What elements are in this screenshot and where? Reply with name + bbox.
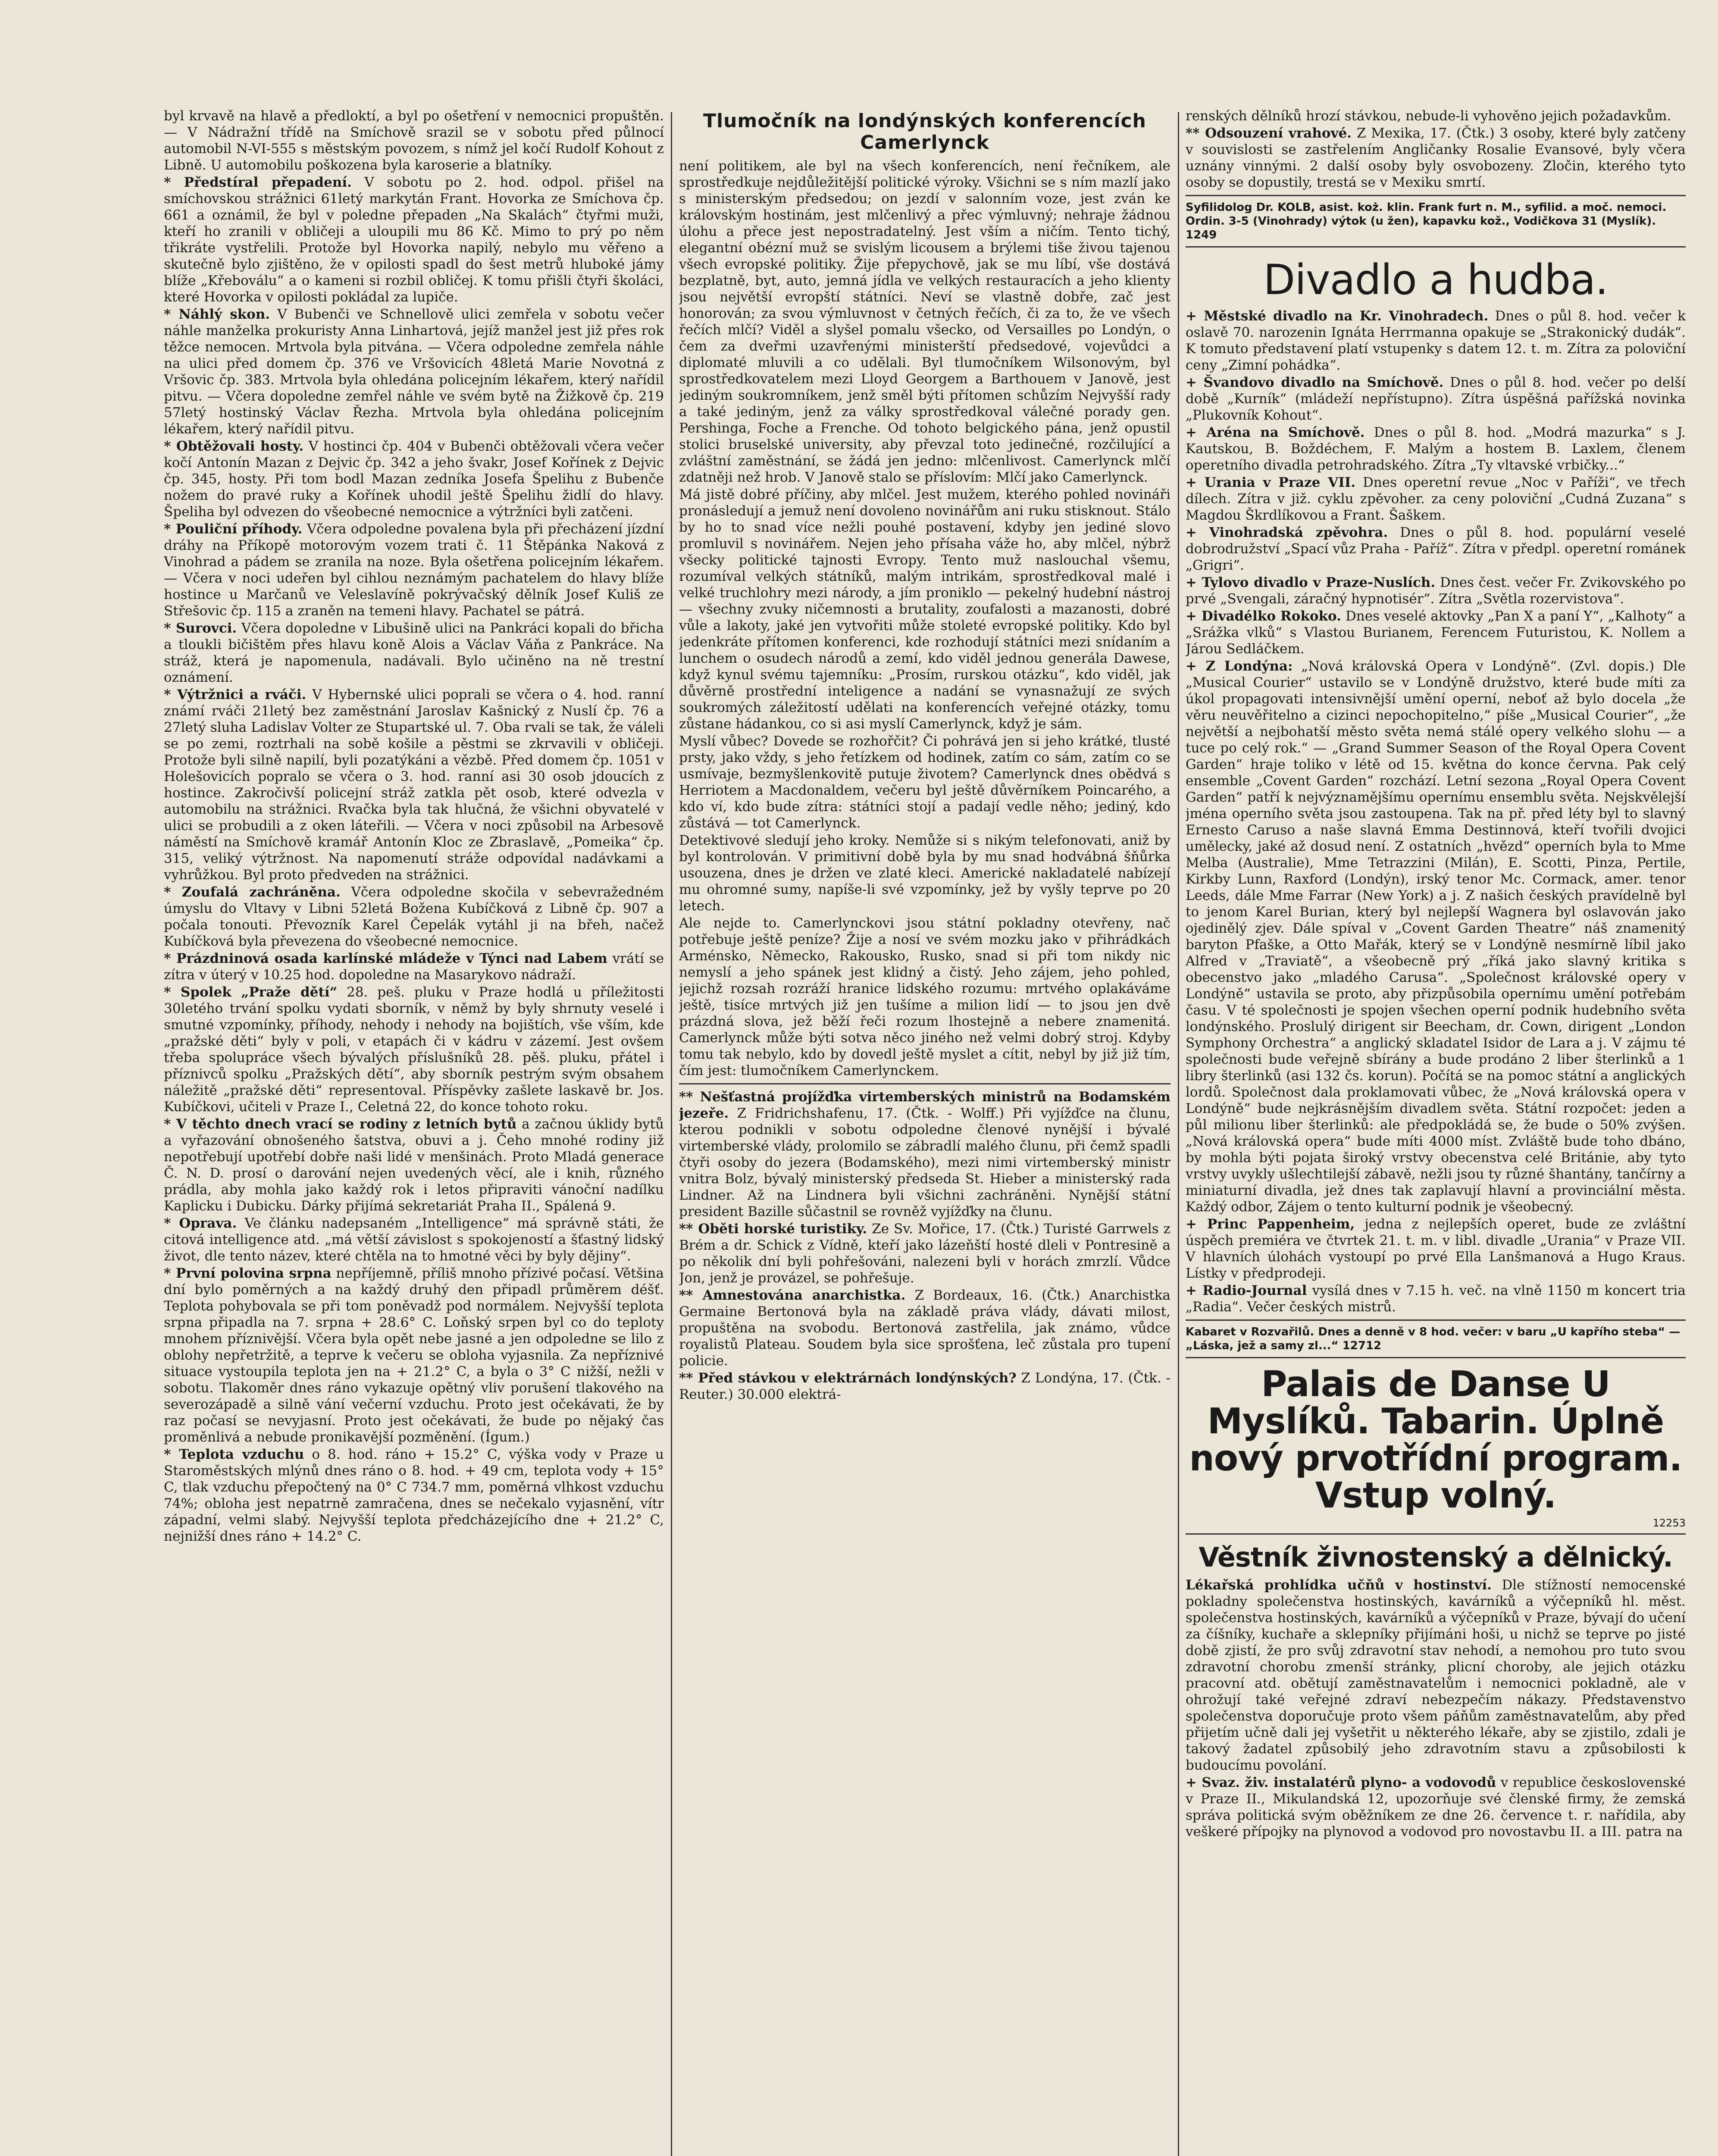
advert-palais-de-danse: Palais de Danse U Myslíků. Tabarin. Úplně nový prvotřídní program. Vstup volný. bbox=[1189, 1364, 1682, 1516]
theatre-pappenheim: + Princ Pappenheim, jedna z nejlepších operet, bude ze zvláštní úspěch premiéra ve čtvrtek 21. t. m. v libl. divadle „Urania“ v Praze VII. V hlavních úlohách vystoupí po prvé Ella Lanšmanová a Hugo Kraus. Lístky v předprodeji. bbox=[1186, 1216, 1686, 1281]
article-bodamske: ** Nešťastná projížďka virtemberských ministrů na Bodamském jezeře. Z Fridrichshafenu, 17. (Čtk. - Wolff.) Při vyjížďce na člunu, kterou podnikli v sobotu odpoledne členové nynější i bývalé virtemberské vlády, prolomilo se zábradlí malého člunu, při čemž spadli čtyři osoby do jezera (Bodamského), mezi nimi virtemberský ministr vnitra Bolz, bývalý ministerský předseda St. Hieber a ministerský rada Lindner. Až na Lindnera byli všichni zachráněni. Nynější státní president Bazille sůčastnil se rovněž vyjížďky na člunu. bbox=[679, 1089, 1170, 1219]
article-stavka: ** Před stávkou v elektrárnách londýnských? Z Londýna, 17. (Čtk. - Reuter.) 30.000 elektrá- bbox=[679, 1370, 1170, 1402]
headline-camerlynck: Tlumočník na londýnských konferencích Camerlynck bbox=[703, 110, 1146, 154]
vestnik-lekarska: Lékařská prohlídka učňů v hostinství. Dle stížností nemocenské pokladny společenstva hostinských, kavárníků a výčepníků hl. měst. společenstva hostinských, kavárníků a výčepníků v Praze, bývají do učení za číšníky, kuchaře a sklepníky přijímáni hoši, u nichž se teprve po jisté době zjistí, že pro svůj zdravotní stav nehodí, a nemohou pro tuto svou zdravotní chorobu zmenší stránky, plicní choroby, ale jejich otázku pracovní atd. obětují zaměstnavatelům i nemocnici pokladně, ale v ohrožují také veřejné zdraví nebezpečím nákazy. Představenstvo společenstva doporučuje proto všem páňům zaměstnavatelům, aby před přijetím učně dali jej vyšetřit u některého lékaře, aby se zjistilo, zdali je takový žadatel způsobilý jeho zdravotním stavu a způsobilosti k budoucímu povolání. bbox=[1186, 1577, 1686, 1773]
divider bbox=[679, 1083, 1170, 1084]
article-predstiral: * Předstíral přepadení. V sobotu po 2. hod. odpol. přišel na smíchovskou strážnici 61letý markytán Frant. Hovorka ze Smíchova čp. 661 a oznámil, že byl v poledne přepaden „Na Skalách“ čtyřmi muži, kteří ho zranili v obličeji a uloupili mu 86 Kč. Mimo to prý po něm třikráte vystřelili. Protože byl Hovorka napilý, nebylo mu věřeno a skutečně bylo zjištěno, že v opilosti spadl do šest metrů hluboké jámy blíže „Křeboválu“ a o kameni si rozbil obličej. K tomu přišli čtyři školáci, které Hovorka v opilosti pokládal za lupiče. bbox=[164, 175, 664, 305]
column-3 bbox=[1186, 108, 1686, 2156]
camerlynck-p4: Detektivové sledují jeho kroky. Nemůže si s nikým telefonovati, aniž by byl kontrolován. V primitivní době byla by mu snad hodvábná šňůrka usouzena, dnes je držen ve zlaté kleci. Americké nakladatelé nabízejí mu ohromné sumy, napíše-li své vzpomínky, jež by vyšly teprve po 20 letech. bbox=[679, 833, 1170, 914]
divider bbox=[1186, 195, 1686, 196]
theatre-tylovo: + Tylovo divadlo v Praze-Nuslích. Dnes čest. večer Fr. Zvikovského po prvé „Svengali, záračný hypnotisér“. Zítra „Světla rozervistova“. bbox=[1186, 575, 1686, 607]
advert-kolb: Syfilidolog Dr. KOLB, asist. koż. klin. Frank furt n. M., syfilid. a moč. nemoci. Ordin. 3-5 (Vinohrady) výtok (u žen), kapavku kož., Vodičkova 31 (Myslík). 1249 bbox=[1186, 201, 1667, 241]
camerlynck-p5: Ale nejde to. Camerlynckovi jsou státní pokladny otevřeny, nač potřebuje ještě peníze? Žije a nosí ve svém mozku jako v přihrádkách Arménsko, Německo, Rakousko, Rusko, snad si při tom nikdy nic nemyslí a jeho spánek jest klidný a čistý. Jeho zájem, jeho pohled, jejichž rozsah rozráží hranice lidského rozumu: mrtvého oplakáváme ještě, tisíce mrtvých již jen tušíme a milion lidí — to jsou jen dvě prázdná slova, jež běží řeči rozum lhostejně a nebere znamenitá. Camerlynck může býti sotva něco jiného než velmi dobrý stroj. Kdyby tomu tak nebylo, kdo by dovedl ještě myslet a cítit, nebyl by již již tím, čím jest: tlumočníkem Camerlynckem. bbox=[679, 915, 1170, 1078]
article-teplota: * Teplota vzduchu o 8. hod. ráno + 15.2° C, výška vody v Praze u Staroměstských mlýnů dnes ráno o 8. hod. + 49 cm, teplota vody + 15° C, tlak vzduchu přepočtený na 0° C 734.7 mm, poměrná vlhkost vzduchu 74%; obloha jest nepatrně zamračena, dnes se nečekalo vyjasnění, vítr západní, velmi slabý. Nejvyšší teplota předcházejícího dne + 21.2° C, nejnižší dnes ráno + 14.2° C. bbox=[164, 1447, 664, 1544]
article-vrahove: ** Odsouzení vrahové. Z Mexika, 17. (Čtk.) 3 osoby, které byly zatčeny v souvislosti se zastřelením Angličanky Rosalie Evansové, byly včera uznány vinnými. 2 další osoby byly osvobozeny. Zločin, kterého tyto osoby se dopustily, trestá se v Mexiku smrtí. bbox=[1186, 125, 1686, 190]
article-vytrznici: * Výtržnici a rváči. V Hybernské ulici poprali se včera o 4. hod. ranní známí rváči 21letý bez zaměstnání Jaroslav Kašnický z Nuslí čp. 76 a 27letý sluha Ladislav Volter ze Stupartské ul. 7. Oba rvali se tak, že váleli se po zemi, roztrhali na sobě košile a pěstmi se zkrvavili v obličeji. Protože byli silně napilí, byli pozatýkáni a vězbě. Před domem čp. 1051 v Holešovicích popralo se včera o 3. hod. ranní asi 30 osob jdoucích z hostince. Zakročivší policejní stráž zatkla pět osob, které odvezla v automobilu na strážnici. Rvačka byla tak hlučná, že všichni obyvatelé v ulici se probudili a z oken láteřili. — Včera v noci způsobil na Arbesově náměstí na Smíchově kramář Antonín Kloc ze Zbraslavě, „Pomeika“ čp. 315, veliký výtržnost. Na napomenutí stráže odpovídal nadávkami a vyhrůžkou. Byl proto předveden na strážnici. bbox=[164, 687, 664, 883]
theatre-vinohradska: + Vinohradská zpěvohra. Dnes o půl 8. hod. populární veselé dobrodružství „Spací vůz Praha - Paříž“. Zítra v předpl. operetní románek „Grigri“. bbox=[1186, 525, 1686, 573]
theatre-svandovo: + Švandovo divadlo na Smíchově. Dnes o půl 8. hod. večer po delší době „Kurník“ (mládeží nepřístupno). Zítra úspěšná pařížská novinka „Plukovník Kohout“. bbox=[1186, 375, 1686, 423]
article-surovci: * Surovci. Včera dopoledne v Libušině ulici na Pankráci kopali do břicha a tloukli bičištěm přes hlavu koně Alois a Václav Váňa z Pankráce. Na stráž, která je napomenula, nadávali. Bylo učiněno na ně trestní oznámení. bbox=[164, 620, 664, 685]
article-nahly-skon: * Náhlý skon. V Bubenči ve Schnellově ulici zemřela v sobotu večer náhle manželka prokuristy Anna Linhartová, jejíž manžel jest již přes rok těžce nemocen. Mrtvola byla pitvána. — Včera odpoledne zemřela náhle na ulici před domem čp. 376 ve Vršovicích 48letá Marie Novotná z Vršovic čp. 383. Mrtvola byla ohledána policejním lékařem, který nařídil pitvu. — Včera dopoledne zemřel náhle ve svém bytě na Žižkově čp. 219 57letý hostinský Václav Řezha. Mrtvola byla ohledána policejním lékařem, který nařídil pitvu. bbox=[164, 307, 664, 437]
camerlynck-p1: není politikem, ale byl na všech konferencích, není řečníkem, ale sprostředkuje nejdůležitější politické výroky. Všichni se s ním mazlí jako s ministerským předsedou; on jezdí v salonním voze, jest zván ke královským hostinám, jest mlčenlivý a přec výmluvný; nehraje žádnou úlohu a přece jest nepostradatelný. Jest vším a ničím. Tento tichý, elegantní obézní muž se svislým licousem a brýlemi tiše živou tajenou všech evropské politiky. Žije přepychově, jak se mu líbí, vše dostává bezplatně, byt, auto, jemná jídla ve velkých restauracích a jeho klienty jsou největší evropští státníci. Neví se vlastně dobře, zač jest honorován; za svou výmluvnost v četných řečích, či za to, že ve všech řečích mlčí? Viděl a slyšel pomalu všecko, od Versailles po Londýn, o čem za dveřmi uzavřenými ministerští předsedové, vojevůdci a diplomaté mluvili a co udělali. Byl tlumočníkem Wilsonovým, byl sprostředkovatelem mezi Lloyd Georgem a Barthouem v Janově, jest jediným soukromníkem, jenž směl býti přítomen schůzím Nejvyšší rady a také jediným, jenž za války sprostředkoval válečné porady gen. Pershinga, Foche a Frenche. Od tohoto belgického pána, jenž opustil stolici bruselské university, aby převzal toto jedinečné, rozčilující a zvláštní zaměstnání, se žádá jen jedno: mlčenlivost. Camerlynck mlčí zdatněji než hrob. V Janově stalo se příslovím: Mlčí jako Camerlynck. bbox=[679, 158, 1170, 485]
column-rule-2 bbox=[1178, 112, 1179, 2156]
camerlynck-p3: Myslí vůbec? Dovede se rozhořčit? Či pohrává jen si jeho krátké, tlusté prsty, jako vždy, s jeho řetízkem od hodinek, zatím co sám, zatím co se usmívaje, bezmyšlenkovitě putuje životem? Camerlynck dnes obědvá s Herriotem a Macdonaldem, večeru byl ještě důvěrníkem Poincarého, a kdo ví, kdo bude zítra: státníci stojí a padají vedle něho; jediný, kdo zůstává — tot Camerlynck. bbox=[679, 733, 1170, 831]
theatre-londyn: + Z Londýna: „Nová královská Opera v Londýně“. (Zvl. dopis.) Dle „Musical Courier“ ustavilo se v Londýně družstvo, které bude míti za úkol propagovati intensivnější umění operní, neboť až bylo docela „že věru neuvěřitelno a cizinci nepochopitelno,“ píše „Musical Courier“, „že největší a nejbohatší město světa nemá stálé opery velkého slohu — a tuce po celý rok.“ — „Grand Summer Season of the Royal Opera Covent Garden“ hraje toliko v létě od 15. května do konce června. Pak celý ensemble „Covent Garden“ rozchází. Letní sezona „Royal Opera Covent Garden“ patří k nejvýznamějšímu opernímu ensemblu světa. Nejskvělejší jména operního světa jsou zastoupena. Tak na př. před léty byl to slavný Ernesto Caruso a naše slavná Emma Destinnová, kteří tvořili dvojici umělecky, jaké až dosud není. Z ostatních „hvězd“ operních byla to Mme Melba (Australie), Mme Tetrazzini (Milán), E. Scotti, Pinza, Pertile, Kirkby Lunn, Raxford (Londýn), irský tenor Mc. Cormack, amer. tenor Leeds, dále Mme Farrar (New York) a j. Z našich českých pravídelně byl to jenom Karel Burian, který byl nejlepší Wagnera byl oslavován jako ojedinělý zjev. Dále spíval v „Covent Garden Theatre“ náš znamenitý baryton Pfaške, a Otto Mařák, který se v Londýně nesmírně líbil jako Alfred v „Traviatě“, a všeobecně prý „říká jako slavný kritika s obecenstvo jako „mladého Carusa“. „Společnost královské opery v Londýně“ ustavila se proto, aby přizpůsobila opernímu umění potřebám času. V té společnosti je spojen všechen operní podnik hudebního světa londýnského. Proslulý dirigent sir Beecham, dr. Cown, dirigent „London Symphony Orchestra“ a anglický skladatel Isidor de Lara a j. V zájmu té společnosti bude veřejně sbírány a bude prodáno 2 liber šterlinků a 1 libry šterlinků (asi 132 čs. korun). Počítá se na pomoc státní a anglických lordů. Společnost dala proklamovati vůbec, že „Nová královská opera v Londýně“ bude nejkrásnějším divadlem světa. Státní rozpočet: jeden a půl milionu liber šterlinků: ale předpokládá se, že bude o 50% zvýšen. „Nová královská opera“ bude míti 4000 míst. Zvláště bude toho dbáno, by mohla býti pojata široký vrstvy obecenstva celé Británie, aby tyto vrstvy uvykly ušlechtilejší zábavě, nežli jsou ty různé šhantány, tančírny a miniaturní divadla, jež dnes tak zaplavují hlavní a provinciální města. Každý odbor, Zájem o tento kulturní podnik je všeobecný. bbox=[1186, 658, 1686, 1215]
article-prazdninova: * Prázdninová osada karlínské mládeže v Týnci nad Labem vrátí se zítra v úterý v 10.25 hod. dopoledne na Masarykovo nádraží. bbox=[164, 951, 664, 983]
column-rule-1 bbox=[671, 112, 672, 2156]
camerlynck-p2: Má jistě dobré příčiny, aby mlčel. Jest mužem, kterého pohled novináři pronásledují a jemuž není dovoleno novinářům ani ruku stisknout. Stálo by ho to snad více nežli pouhé postavení, kdyby jen jediné slovo promluvil s novinářem. Nejen jeho přísaha váže ho, aby mlčel, nýbrž všecky politické tajnosti Evropy. Tento muž naslouchal všemu, rozumíval velkých státníků, malým intrikám, sprostředkoval malé i velké truchlohry mezi národy, a jím proniklo — pekelný hudební nástroj — všechny zvuky ničemnosti a brutality, zoufalosti a mazanosti, dobré vůle a lakoty, jaké jen vytvořiti může stoleté evropské politiky. Kdo byl jedenkráte přítomen konferenci, kde rozhodují státníci mezi snídaním a lunchem o osudech národů a zemí, kdo viděl jednou generála Dawese, když kynul svému tajemníku: „Prosím, rurskou otázku“, kdo viděl, jak důvěrně prostřední inteligence a nadání se vynasnažují ze svých soukromých záležitostí udělati na konferencích veřejné otázky, tomu zůstane hádankou, co si asi myslí Camerlynck, když je sám. bbox=[679, 487, 1170, 732]
theatre-urania: + Urania v Praze VII. Dnes operetní revue „Noc v Paříži“, ve třech dílech. Zítra v již. cyklu zpěvoher. za ceny poloviční „Cudná Zuzana“ s Magdou Škrdlíkovou a Frant. Šaškem. bbox=[1186, 475, 1686, 523]
article-p1: byl krvavě na hlavě a předloktí, a byl po ošetření v nemocnici propuštěn. — V Nádražní třídě na Smíchově srazil se v sobotu před půlnocí automobil N-VI-555 s městským povozem, s nímž jel kočí Rudolf Kohout z Libně. U automobilu poškozena byla karoserie a blatníky. bbox=[164, 108, 664, 173]
article-oprava: * Oprava. Ve článku nadepsaném „Intelligence“ má správně státi, že citová intelligence atd. „má větší závislost s spokojeností a šťastný lidský život, dle tento název, které chtěla na to hmotné věci by byly dějiny“. bbox=[164, 1216, 664, 1264]
theatre-radio: + Radio-Journal vysílá dnes v 7.15 h. več. na vlně 1150 m koncert tria „Radia“. Večer českých mistrů. bbox=[1186, 1283, 1686, 1315]
section-title-vestnik: Věstník živnostenský a dělnický. bbox=[1199, 1542, 1673, 1573]
article-srpen: * První polovina srpna nepříjemně, příliš mnoho přízivé počasí. Většina dní bylo poměrných a na každý druhý den připadl průměrem déšť. Teplota pohybovala se při tom poněvadž pod normálem. Nejvyšší teplota srpna připadla na 7. srpna + 28.6° C. Loňský srpen byl co do teploty mnohem příznivější. Včera byla opět nebe jasné a jen odpoledne se lilo z oblohy nepřetržitě, a teprve k večeru se obloha vyjasnila. Za nepříznivé situace vystoupila teplota jen na + 21.2° C, a byla o 3° C nižší, nežli v sobotu. Tlakoměr dnes ráno vykazuje opětný vliv porušení tlakového na severozápadě a silně vání večerní vzduchu. Proto jest očekávati, že by raz počasí se nevyjasní. Proto jest očekávati, že bude po nějaký čas proměnlivá a nebude pronikavější pozměnění. (Ígum.) bbox=[164, 1266, 664, 1445]
article-poulicni: * Pouliční příhody. Včera odpoledne povalena byla při přecházení jízdní dráhy na Příkopě motorovým vozem trati č. 11 Štěpánka Naková z Vinohrad a pádem se zranila na noze. Byla ošetřena policejním lékařem. — Včera v noci udeřen byl cihlou neznámým pachatelem do hlavy blíže hostince u Marčanů ve Veleslavíně pokrývačský dělník Josef Kuliš ze Střešovic čp. 115 a zraněn na temeni hlavy. Pachatel se pátrá. bbox=[164, 521, 664, 619]
divider bbox=[1186, 1319, 1686, 1321]
section-title-divadlo: Divadlo a hudba. bbox=[1263, 256, 1608, 304]
theatre-arena: + Aréna na Smíchově. Dnes o půl 8. hod. „Modrá mazurka“ s J. Kautskou, B. Boždéchem, F. Malým a hostem B. Laxlem, členem operetního divadla petrohradského. Zítra „Ty vltavské vrbičky...“ bbox=[1186, 425, 1686, 473]
vestnik-svaz: + Svaz. živ. instalatérů plyno- a vodovodů v republice československé v Praze II., Mikulandská 12, upozorňuje své členské firmy, že zemská správa politická svým oběžníkem ze dne 26. července t. r. nařídila, aby veškeré přípojky na plynovod a vodovod pro novostavbu II. a III. patra na bbox=[1186, 1775, 1686, 1839]
column-2 bbox=[679, 108, 1170, 2156]
theatre-rokoko: + Divadélko Rokoko. Dnes veselé aktovky „Pan X a paní Y“, „Kalhoty“ a „Srážka vlků“ s Vlastou Burianem, Ferencem Futuristou, K. Nollem a Járou Sedláčkem. bbox=[1186, 608, 1686, 657]
article-horska-turistika: ** Oběti horské turistiky. Ze Sv. Mořice, 17. (Čtk.) Turisté Garrwels z Brém a dr. Schick z Vídně, kteří jako lázeňští hosté dleli v Pontresině a po několik dní byli pohřešováni, nalezeni byli v horách zmrzlí. Vůdce Jon, jenž je provázel, se pohřešuje. bbox=[679, 1221, 1170, 1286]
theatre-mestske: + Městské divadlo na Kr. Vinohradech. Dnes o půl 8. hod. večer k oslavě 70. narozenin Ignáta Herrmanna opakuje se „Strakonický dudák“. K tomuto představení platí vstupenky s datem 12. t. m. Zítra za poloviční ceny „Zimní pohádka“. bbox=[1186, 308, 1686, 373]
divider bbox=[1186, 1533, 1686, 1535]
advert-kabaret: Kabaret v Rozvařilů. Dnes a denně v 8 hod. večer: v baru „U kapřího steba“ — „Láska, jež a samy zl...“ 12712 bbox=[1186, 1326, 1680, 1352]
article-spolek: * Spolek „Praže dětí“ 28. peš. pluku v Praze hodlá u příležitosti 30letého trvání spolku vydati sborník, v němž by byly shrnuty veselé i smutné vzpomínky, příhody, nehody i nehody na bojištích, vše vším, kde „pražské děti“ byly v poli, v etapách či v kádru v zázemí. Jest ovšem třeba spolupráce všech bývalých příslušníků 28. pěš. pluku, přátel i příznivců spolku „Pražských dětí“, aby sborník pestrým svým obsahem náležitě „pražské děti“ representoval. Příspěvky zašlete laskavě br. Jos. Kubíčkovi, učiteli v Praze I., Celetná 22, do konce tohoto roku. bbox=[164, 984, 664, 1115]
article-rodiny: * V těchto dnech vrací se rodiny z letních bytů a začnou úklidy bytů a vyřazování obnošeného šatstva, obuvi a j. Čeho mnohé rodiny již nepotřebují upotřebí dobře naši lidé v menšinách. Proto Mladá generace Č. N. D. prosí o darování nejen uvedených věcí, ale i knih, různého prádla, aby mohla jako každý rok i letos připraviti vánoční nadílku Kaplicku i Dubicku. Dárky přijímá sekretariát Praha II., Spálená 9. bbox=[164, 1116, 664, 1214]
article-continuation: renských dělníků hrozí stávkou, nebude-li vyhověno jejich požadavkům. bbox=[1186, 108, 1671, 124]
advert-number: 12253 bbox=[1652, 1517, 1686, 1529]
article-zoufala: * Zoufalá zachráněna. Včera odpoledne skočila v sebevražedném úmyslu do Vltavy v Libni 52letá Božena Kubíčková z Libně čp. 907 a počala tonouti. Převozník Karel Čepelák vytáhl ji na břeh, načež Kubíčková byla převezena do všeobecné nemocnice. bbox=[164, 884, 664, 949]
divider bbox=[1186, 1357, 1686, 1358]
divider bbox=[1186, 246, 1686, 248]
article-anarchistka: ** Amnestována anarchistka. Z Bordeaux, 16. (Čtk.) Anarchistka Germaine Bertonová byla na základě práva vlády, dávati milost, propuštěna na svobodu. Bertonová zastřelila, jak známo, vůdce royalistů Plateau. Soudem byla sice sprošťena, leč zůstala pro tupení policie. bbox=[679, 1288, 1170, 1369]
column-1 bbox=[164, 108, 664, 2156]
article-obtezovali: * Obtěžovali hosty. V hostinci čp. 404 v Bubenči obtěžovali včera večer kočí Antonín Mazan z Dejvic čp. 342 a jeho švakr, Josef Kořínek z Dejvic čp. 345, hosty. Při tom bodl Mazan zedníka Josefa Špelihu z Bubenče nožem do pravé ruky a Kořínek uhodil ještě Špelihu židlí do hlavy. Špeliha byl odvezen do všeobecné nemocnice a výtržníci byli zatčeni. bbox=[164, 439, 664, 520]
